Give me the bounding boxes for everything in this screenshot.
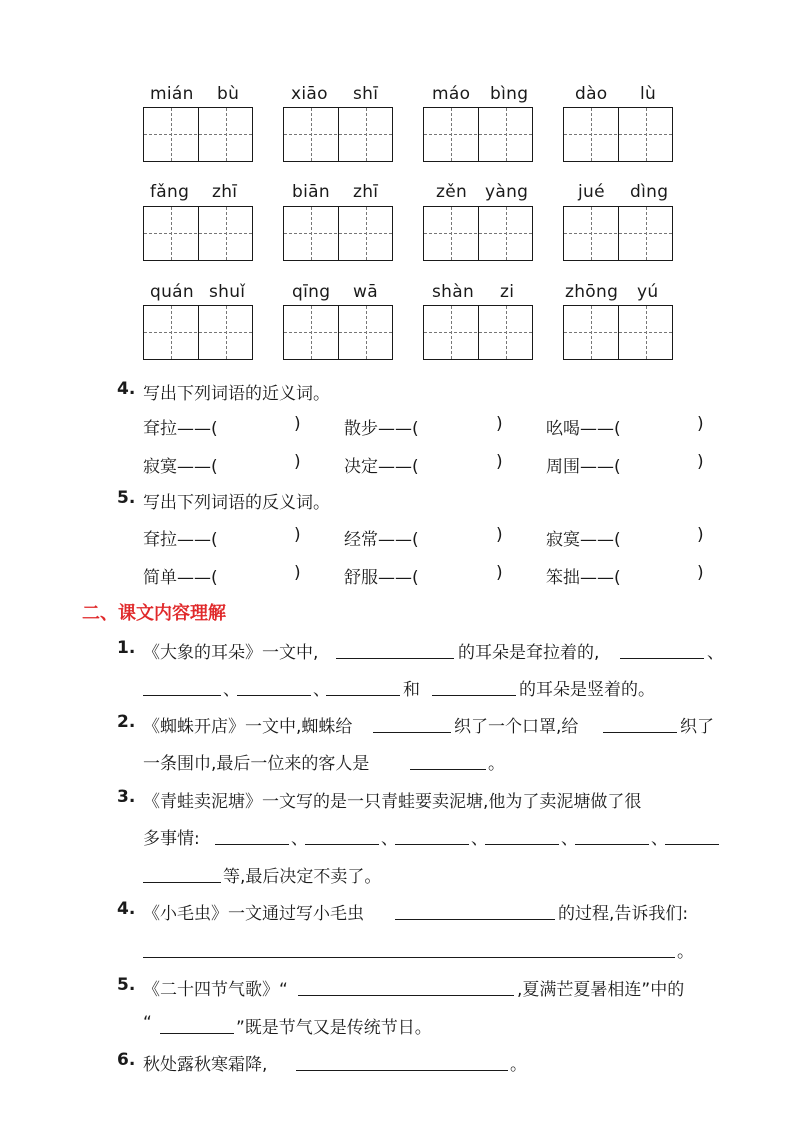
question-text: 。 [488, 754, 505, 774]
answer-blank[interactable] [143, 695, 221, 696]
writing-box[interactable] [283, 305, 393, 360]
question-text: 《蜘蛛开店》一文中,蜘蛛给 [143, 717, 353, 737]
writing-box[interactable] [143, 107, 253, 162]
answer-blank[interactable] [620, 658, 704, 659]
question-number: 3. [117, 787, 136, 807]
word-item: 简单——( [143, 568, 218, 588]
question-text: 和 [403, 680, 420, 700]
question-text: 、 [223, 680, 240, 700]
answer-blank[interactable] [326, 695, 400, 696]
answer-blank[interactable] [237, 695, 311, 696]
question-text: 。 [677, 942, 694, 962]
writing-box[interactable] [563, 107, 673, 162]
question-title: 写出下列词语的反义词。 [143, 493, 330, 513]
question-text: 《青蛙卖泥塘》一文写的是一只青蛙要卖泥塘,他为了卖泥塘做了很 [143, 792, 642, 812]
pinyin: dào [575, 84, 608, 104]
answer-blank[interactable] [305, 844, 379, 845]
separator: 、 [381, 829, 398, 849]
separator: 、 [561, 829, 578, 849]
answer-blank[interactable] [336, 658, 454, 659]
pinyin: yú [637, 282, 659, 302]
answer-blank[interactable] [143, 957, 675, 958]
word-item: 吆喝——( [546, 419, 621, 439]
pinyin: wā [353, 282, 378, 302]
word-item: 经常——( [344, 530, 419, 550]
question-title: 写出下列词语的近义词。 [143, 384, 330, 404]
word-item: 周围——( [546, 457, 621, 477]
word-item: 散步——( [344, 419, 419, 439]
section-title: 二、课文内容理解 [82, 603, 226, 624]
writing-box[interactable] [423, 107, 533, 162]
answer-blank[interactable] [432, 695, 516, 696]
question-text: 的耳朵是耷拉着的, [458, 643, 600, 663]
word-item: 舒服——( [344, 568, 419, 588]
close-paren: ) [697, 414, 704, 434]
close-paren: ) [697, 525, 704, 545]
answer-blank[interactable] [603, 732, 677, 733]
writing-box[interactable] [563, 305, 673, 360]
question-text: 、 [313, 680, 330, 700]
pinyin: yàng [485, 182, 529, 202]
pinyin: fǎng [150, 182, 190, 202]
writing-box[interactable] [143, 206, 253, 261]
word-item: 耷拉——( [143, 530, 218, 550]
pinyin: zěn [436, 182, 468, 202]
pinyin: lù [640, 84, 657, 104]
close-paren: ) [697, 563, 704, 583]
pinyin: bù [217, 84, 240, 104]
answer-blank[interactable] [160, 1033, 234, 1034]
close-paren: ) [294, 414, 301, 434]
writing-box[interactable] [283, 107, 393, 162]
answer-blank[interactable] [395, 919, 555, 920]
separator: 、 [651, 829, 668, 849]
answer-blank[interactable] [575, 844, 649, 845]
close-paren: ) [496, 414, 503, 434]
writing-box[interactable] [143, 305, 253, 360]
answer-blank[interactable] [395, 844, 469, 845]
pinyin: shàn [432, 282, 475, 302]
pinyin: biān [292, 182, 330, 202]
writing-box[interactable] [423, 206, 533, 261]
pinyin: xiāo [291, 84, 328, 104]
question-text: 一条围巾,最后一位来的客人是 [143, 754, 370, 774]
question-text: 织了 [680, 717, 714, 737]
pinyin: máo [432, 84, 471, 104]
pinyin: quán [150, 282, 194, 302]
question-text: 、 [707, 643, 724, 663]
answer-blank[interactable] [410, 769, 486, 770]
pinyin: jué [578, 182, 605, 202]
question-number: 1. [117, 638, 136, 658]
question-text: 秋处露秋寒霜降, [143, 1055, 268, 1075]
question-number: 4. [117, 899, 136, 919]
close-paren: ) [294, 563, 301, 583]
question-text: 《小毛虫》一文通过写小毛虫 [143, 904, 364, 924]
word-item: 决定——( [344, 457, 419, 477]
question-text: 《二十四节气歌》“ [143, 980, 288, 1000]
question-number: 5. [117, 975, 136, 995]
answer-blank[interactable] [373, 732, 451, 733]
pinyin: qīng [292, 282, 331, 302]
word-item: 笨拙——( [546, 568, 621, 588]
word-item: 耷拉——( [143, 419, 218, 439]
pinyin: zhī [353, 182, 379, 202]
answer-blank[interactable] [143, 882, 221, 883]
answer-blank[interactable] [665, 844, 719, 845]
word-item: 寂寞——( [546, 530, 621, 550]
separator: 、 [291, 829, 308, 849]
pinyin: mián [150, 84, 194, 104]
answer-blank[interactable] [296, 1070, 508, 1071]
question-number: 4. [117, 379, 136, 399]
answer-blank[interactable] [485, 844, 559, 845]
question-number: 2. [117, 712, 136, 732]
writing-box[interactable] [423, 305, 533, 360]
close-paren: ) [496, 452, 503, 472]
question-text: 的过程,告诉我们: [558, 904, 689, 924]
question-text: ,夏满芒夏暑相连”中的 [517, 980, 685, 1000]
pinyin: bìng [490, 84, 529, 104]
word-item: 寂寞——( [143, 457, 218, 477]
question-text: 的耳朵是竖着的。 [519, 680, 655, 700]
close-paren: ) [294, 452, 301, 472]
question-text: “ [143, 1013, 152, 1033]
question-text: 《大象的耳朵》一文中, [143, 643, 319, 663]
question-number: 5. [117, 488, 136, 508]
pinyin: dìng [630, 182, 669, 202]
pinyin: zi [500, 282, 515, 302]
answer-blank[interactable] [215, 844, 289, 845]
question-text: 多事情: [143, 829, 200, 849]
pinyin: shuǐ [209, 282, 246, 302]
question-text: 等,最后决定不卖了。 [223, 867, 382, 887]
writing-box[interactable] [283, 206, 393, 261]
close-paren: ) [496, 563, 503, 583]
question-number: 6. [117, 1050, 136, 1070]
close-paren: ) [697, 452, 704, 472]
pinyin: zhī [212, 182, 238, 202]
question-text: ”既是节气又是传统节日。 [236, 1018, 432, 1038]
question-text: 织了一个口罩,给 [454, 717, 579, 737]
writing-box[interactable] [563, 206, 673, 261]
pinyin: shī [353, 84, 379, 104]
close-paren: ) [496, 525, 503, 545]
close-paren: ) [294, 525, 301, 545]
pinyin: zhōng [565, 282, 619, 302]
separator: 、 [471, 829, 488, 849]
question-text: 。 [510, 1055, 527, 1075]
answer-blank[interactable] [298, 995, 514, 996]
